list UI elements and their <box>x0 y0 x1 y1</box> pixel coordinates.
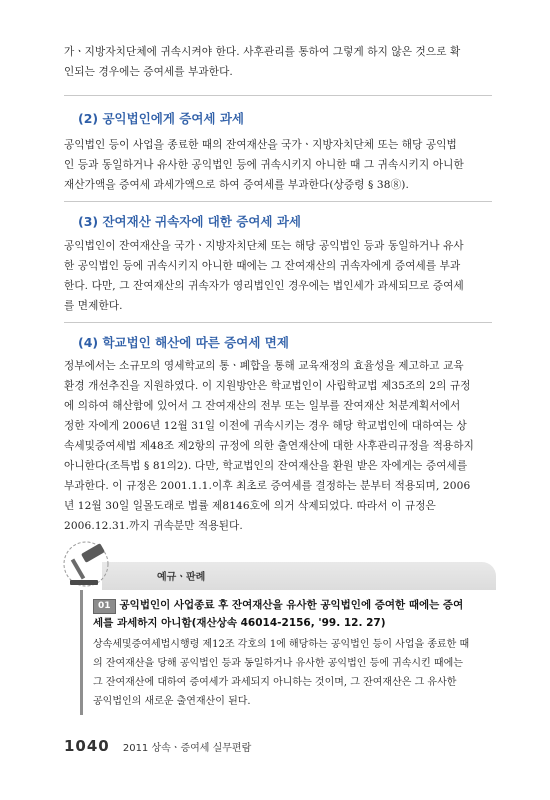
text-line: 2006.12.31.까지 귀속분만 적용된다. <box>64 520 243 532</box>
text-line: 상속세및증여세법시행령 제12조 각호의 1에 해당하는 공익법인 등이 사업을 종료한 때 <box>93 639 470 650</box>
text-line: 공익법인의 새로운 출연재산이 된다. <box>93 696 251 707</box>
case-body <box>93 635 493 711</box>
case-number-badge: 01 <box>93 599 116 614</box>
section-3-heading: (3) 잔여재산 귀속자에 대한 증여세 과세 <box>78 214 302 229</box>
text-line: 속세및증여세법 제48조 제2항의 규정에 의한 출연재산에 대한 사후관리규정을 적용하지 <box>64 440 474 452</box>
case-title-line: 세를 과세하지 아니함(재산상속 46014-2156, '99. 12. 27) <box>93 617 386 629</box>
case-title-line: 공익법인이 사업종료 후 잔여재산을 유사한 공익법인에 증여한 때에는 증여 <box>119 599 464 611</box>
section-3-paragraph <box>64 236 492 316</box>
case-title <box>93 596 493 632</box>
text-line: 정한 자에게 2006년 12월 31일 이전에 귀속시키는 경우 해당 학교법인에 대하여는 상 <box>64 420 467 432</box>
text-line: 공익법인 등이 사업을 종료한 때의 잔여재산을 국가ㆍ지방자치단체 또는 해당 공익법 <box>64 139 457 151</box>
section-4-heading: (4) 학교법인 해산에 따른 증여세 면제 <box>78 335 289 350</box>
section-divider <box>64 201 492 202</box>
text-line: 의 잔여재산을 당해 공익법인 등과 동일하거나 유사한 공익법인 등에 귀속시킨 때에는 <box>93 658 463 669</box>
section-divider <box>64 95 492 96</box>
case-law-tab-label: 예규ㆍ판례 <box>157 572 206 583</box>
text-line: 한 공익법인 등에 귀속시키지 아니한 때에는 그 잔여재산의 귀속자에게 증여세를 부과 <box>64 260 461 272</box>
text-line: 를 면제한다. <box>64 300 123 312</box>
case-law-box <box>62 540 496 715</box>
text-line: 년 12월 30일 일몰도래로 법률 제8146호에 의거 삭제되었다. 따라서 이 규정은 <box>64 500 436 512</box>
footer-book-title: 2011 상속ㆍ증여세 실무편람 <box>122 743 252 754</box>
section-2-heading: (2) 공익법인에게 증여세 과세 <box>78 111 245 126</box>
page-number: 1040 <box>64 737 110 755</box>
case-law-tab <box>102 562 496 590</box>
case-law-content <box>80 590 499 715</box>
text-line: 정부에서는 소규모의 영세학교의 통ㆍ폐합을 통해 교육재정의 효율성을 제고하고 교육 <box>64 360 464 372</box>
text-line: 아니한다(조특법 § 81의2). 다만, 학교법인의 잔여재산을 환원 받은 자에게는 증여세를 <box>64 460 468 472</box>
text-line: 한다. 다만, 그 잔여재산의 귀속자가 영리법인인 경우에는 법인세가 과세되므로 증여세 <box>64 280 464 292</box>
text-line: 공익법인이 잔여재산을 국가ㆍ지방자치단체 또는 해당 공익법인 등과 동일하거나 유사 <box>64 240 464 252</box>
section-2-paragraph <box>64 135 492 195</box>
gavel-icon <box>62 540 118 590</box>
text-line: 환경 개선추진을 지원하였다. 이 지원방안은 학교법인이 사립학교법 제35조의 2의 규정 <box>64 380 471 392</box>
text-line: 부과한다. 이 규정은 2001.1.1.이후 최초로 증여세를 결정하는 분부터 적용되며, 2006 <box>64 480 471 492</box>
text-line: 재산가액을 증여세 과세가액으로 하여 증여세를 부과한다(상증령 § 38⑧). <box>64 179 409 191</box>
section-divider <box>64 322 492 323</box>
text-line: 인 등과 동일하거나 유사한 공익법인 등에 귀속시키지 아니한 때 그 귀속시키지 아니한 <box>64 159 464 171</box>
intro-paragraph <box>64 42 492 82</box>
text-line: 에 의하여 해산함에 있어서 그 잔여재산의 전부 또는 일부를 잔여재산 처분계획서에서 <box>64 400 461 412</box>
text-line: 그 잔여재산에 대하여 증여세가 과세되지 아니하는 것이며, 그 잔여재산은 그 유사한 <box>93 677 457 688</box>
page-footer <box>64 736 251 755</box>
text-line: 가ㆍ지방자치단체에 귀속시켜야 한다. 사후관리를 통하여 그렇게 하지 않은 것으로 확 <box>64 46 461 58</box>
section-4-paragraph <box>64 356 492 536</box>
text-line: 인되는 경우에는 증여세를 부과한다. <box>64 66 233 78</box>
